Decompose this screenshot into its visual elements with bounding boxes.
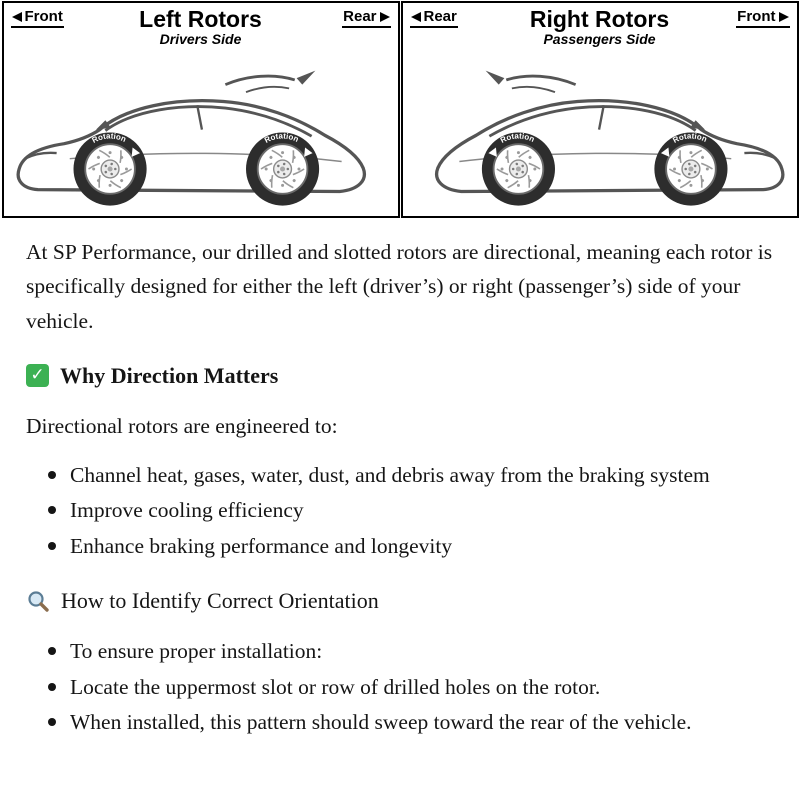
list-item: When installed, this pattern should sweep toward the rear of the vehicle.: [46, 705, 774, 739]
orientation-list: [26, 634, 774, 739]
rear-rotor: [481, 132, 554, 205]
article: [0, 218, 800, 739]
intro-paragraph: At SP Performance, our drilled and slotted rotors are directional, meaning each rotor is specifically designed for either the left (driver’s) or right (passenger’s) side of your vehicle.: [26, 240, 773, 333]
heading-text: Why Direction Matters: [60, 363, 279, 389]
rotation-label: Rotation: [670, 131, 708, 145]
rotor-direction-diagram: [2, 1, 799, 218]
corner-text: Front: [24, 8, 63, 25]
right-rotors-panel: [401, 1, 799, 218]
rotation-label: Rotation: [498, 131, 536, 145]
right-panel-header: [403, 3, 797, 49]
benefits-list: [26, 458, 774, 563]
front-direction-label: [11, 8, 64, 28]
heading-text: How to Identify Correct Orientation: [61, 587, 379, 613]
rear-rotor: [246, 132, 319, 205]
rear-direction-label: [410, 8, 458, 28]
arrow-left-icon: [12, 12, 22, 22]
check-mark-icon: ✓: [26, 364, 49, 387]
arrow-right-icon: [380, 12, 390, 22]
panel-title: Left Rotors: [139, 6, 262, 32]
section-heading-why-direction-matters: [26, 358, 774, 393]
list-item: Enhance braking performance and longevity: [46, 529, 774, 563]
left-panel-header: [4, 3, 398, 49]
list-item: Channel heat, gases, water, dust, and debris away from the braking system: [46, 458, 774, 492]
lead-text: Directional rotors are engineered to:: [26, 414, 338, 439]
list-item: Improve cooling efficiency: [46, 493, 774, 527]
front-direction-label: [736, 8, 789, 28]
rotation-label: Rotation: [262, 131, 300, 145]
panel-subtitle: Drivers Side: [159, 30, 242, 47]
corner-text: Front: [737, 8, 776, 25]
panel-subtitle: Passengers Side: [543, 30, 656, 47]
left-rotors-panel: [2, 1, 400, 218]
panel-title: Right Rotors: [529, 6, 670, 32]
rotation-label: Rotation: [89, 131, 128, 145]
rear-direction-label: [342, 8, 390, 28]
magnifier-icon: [26, 589, 50, 613]
corner-text: Rear: [423, 8, 457, 25]
arrow-right-icon: [779, 12, 789, 22]
section-heading-identify-orientation: [26, 583, 774, 618]
car-illustration-right: [403, 64, 797, 214]
front-rotor: [73, 132, 146, 205]
arrow-left-icon: [411, 12, 421, 22]
list-item: To ensure proper installation:: [46, 634, 774, 668]
list-item: Locate the uppermost slot or row of drilled holes on the rotor.: [46, 670, 774, 704]
corner-text: Rear: [343, 8, 377, 25]
front-rotor: [654, 132, 727, 205]
car-illustration-left: [4, 64, 398, 214]
